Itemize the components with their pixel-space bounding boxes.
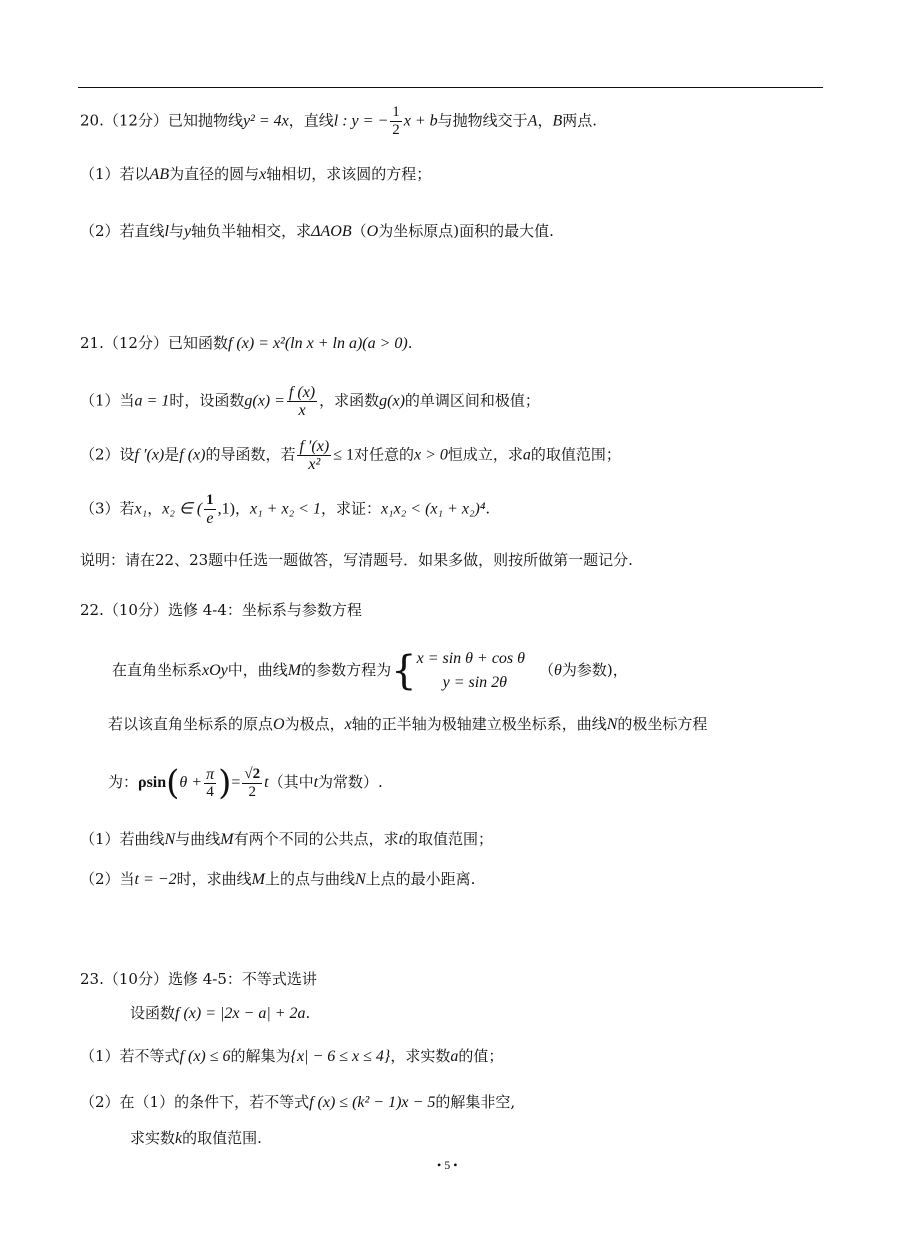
q21-fraction-g: $\frac{f (x)}{x}$ (288, 384, 316, 419)
q21-part2: （2）设f ′(x)是f (x)的导函数，若 $\frac{f '(x)}{\text{x²}}$ ≤ 1对任意的x > 0恒成立，求a的取值范围； (80, 438, 621, 473)
q20-fraction: $\frac{1}{2}$ (392, 104, 400, 138)
page-number: • 5 • (437, 1158, 458, 1172)
q23-part2-cont: 求实数k的取值范围. (130, 1129, 262, 1147)
q22-line2: 若以该直角坐标系的原点O为极点，x轴的正半轴为极轴建立极坐标系，曲线N的极坐标方程 (108, 715, 708, 733)
top-rule (78, 87, 823, 88)
left-paren: ( (166, 763, 180, 803)
q21-fraction-fprime: $\frac{f '(x)}{\text{x²}}$ (299, 438, 330, 473)
q20-part2: （2）若直线l与y轴负半轴相交，求ΔAOB（O为坐标原点)面积的最大值. (80, 222, 554, 240)
q21-part1: （1）当a = 1时，设函数g(x) = $\frac{f (x)}{x}$ ，求函数g(x)的单调区间和极值； (80, 384, 540, 419)
left-brace: { (391, 648, 417, 694)
q22-part1: （1）若曲线N与曲线M有两个不同的公共点，求t的取值范围； (80, 830, 494, 848)
q23-part2: （2）在（1）的条件下，若不等式f (x) ≤ (k² − 1)x − 5的解集非空, (80, 1093, 516, 1111)
q21-part3: （3）若x₁，x₂ ∈ ( $\frac{1}{e}$ ,1)，x₁ + x₂ < 1，求证：x₁x₂ < (x₁ + x₂)⁴. (80, 492, 491, 527)
q22-line3: 为：ρsin(θ + $\frac{\pi}{4}$ )= $\frac{√2}{2}$ t（其中t为常数）. (108, 763, 383, 803)
q23-stem: 23.（10分）选修 4-5：不等式选讲 (80, 970, 317, 988)
q22-line1: 在直角坐标系xOy中，曲线M的参数方程为{ x = sin θ + cos θ y = sin 2θ （θ为参数)， (112, 648, 628, 694)
selection-note: 说明：请在22、23题中任选一题做答，写清题号．如果多做，则按所做第一题记分. (80, 551, 633, 569)
q23-part1: （1）若不等式f (x) ≤ 6的解集为{x| − 6 ≤ x ≤ 4}，求实数a的值； (80, 1047, 504, 1065)
q20-part1: （1）若以AB为直径的圆与x轴相切，求该圆的方程； (80, 165, 432, 183)
right-paren: ) (218, 763, 232, 803)
q22-fraction-pi: $\frac{\pi}{4}$ (206, 765, 215, 800)
q21-fraction-1e: $\frac{1}{e}$ (206, 492, 214, 527)
q20-stem: 20.（12分）已知抛物线y² = 4x，直线l : y = − $\frac{1}{2}$ x + b与抛物线交于A，B两点. (80, 104, 598, 138)
q22-stem: 22.（10分）选修 4-4：坐标系与参数方程 (80, 601, 362, 619)
q21-stem: 21.（12分）已知函数f (x) = x²(ln x + ln a)(a > 0). (80, 334, 413, 352)
param-system: x = sin θ + cos θ y = sin 2θ (416, 650, 526, 691)
q22-part2: （2）当t = −2时，求曲线M上的点与曲线N上点的最小距离. (80, 870, 476, 888)
q23-line1: 设函数f (x) = |2x − a| + 2a. (130, 1004, 311, 1022)
q22-fraction-sqrt2: $\frac{√2}{2}$ (244, 765, 261, 800)
